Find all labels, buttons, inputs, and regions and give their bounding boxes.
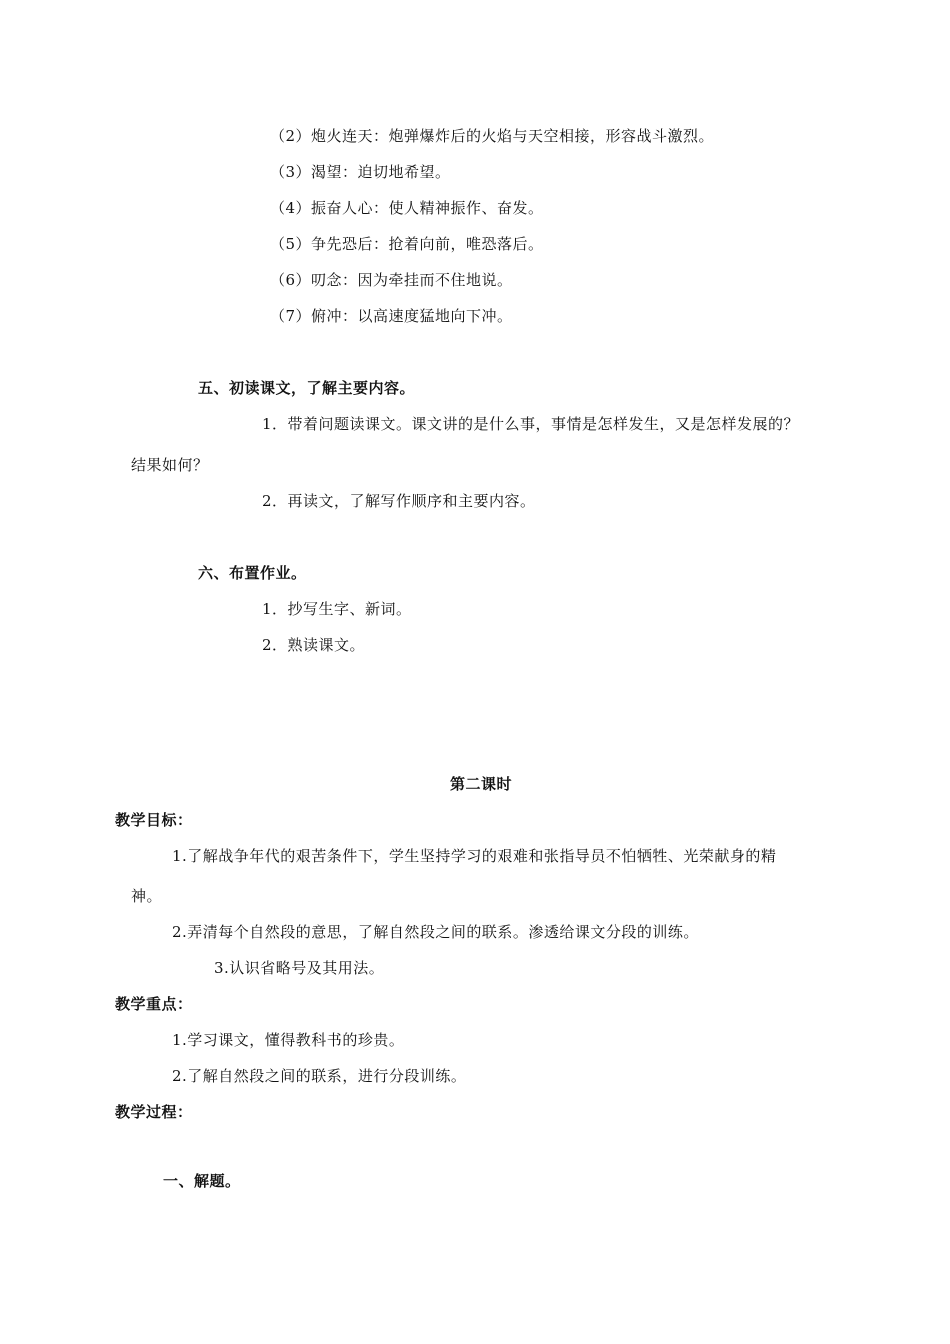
vocab-item-6: （6）叨念：因为牵挂而不住地说。: [270, 271, 513, 289]
goal-3: 3.认识省略号及其用法。: [214, 959, 385, 977]
vocab-item-5: （5）争先恐后：抢着向前，唯恐落后。: [270, 235, 544, 253]
vocab-item-7: （7）俯冲：以高速度猛地向下冲。: [270, 307, 513, 325]
vocab-item-3: （3）渴望：迫切地希望。: [270, 163, 451, 181]
teaching-focus-heading: 教学重点：: [115, 995, 193, 1013]
section-5-item-1-cont: 结果如何？: [131, 456, 209, 474]
goal-1-cont: 神。: [131, 887, 163, 905]
step-1-heading: 一、解题。: [163, 1172, 241, 1190]
goal-1: 1.了解战争年代的艰苦条件下，学生坚持学习的艰难和张指导员不怕牺牲、光荣献身的精: [172, 847, 777, 865]
vocab-item-4: （4）振奋人心：使人精神振作、奋发。: [270, 199, 544, 217]
teaching-process-heading: 教学过程：: [115, 1103, 193, 1121]
section-6-heading: 六、布置作业。: [198, 564, 307, 582]
teaching-goals-heading: 教学目标：: [115, 811, 193, 829]
lesson-2-title: 第二课时: [450, 775, 513, 793]
vocab-item-2: （2）炮火连天：炮弹爆炸后的火焰与天空相接，形容战斗激烈。: [270, 127, 715, 145]
focus-1: 1.学习课文，懂得教科书的珍贵。: [172, 1031, 405, 1049]
section-5-item-2: 2．再读文，了解写作顺序和主要内容。: [262, 492, 536, 510]
section-5-heading: 五、初读课文，了解主要内容。: [198, 379, 416, 397]
section-6-item-2: 2．熟读课文。: [262, 636, 366, 654]
section-6-item-1: 1．抄写生字、新词。: [262, 600, 412, 618]
goal-2: 2.弄清每个自然段的意思，了解自然段之间的联系。渗透给课文分段的训练。: [172, 923, 699, 941]
focus-2: 2.了解自然段之间的联系，进行分段训练。: [172, 1067, 467, 1085]
section-5-item-1: 1．带着问题读课文。课文讲的是什么事，事情是怎样发生，又是怎样发展的？: [262, 415, 800, 433]
